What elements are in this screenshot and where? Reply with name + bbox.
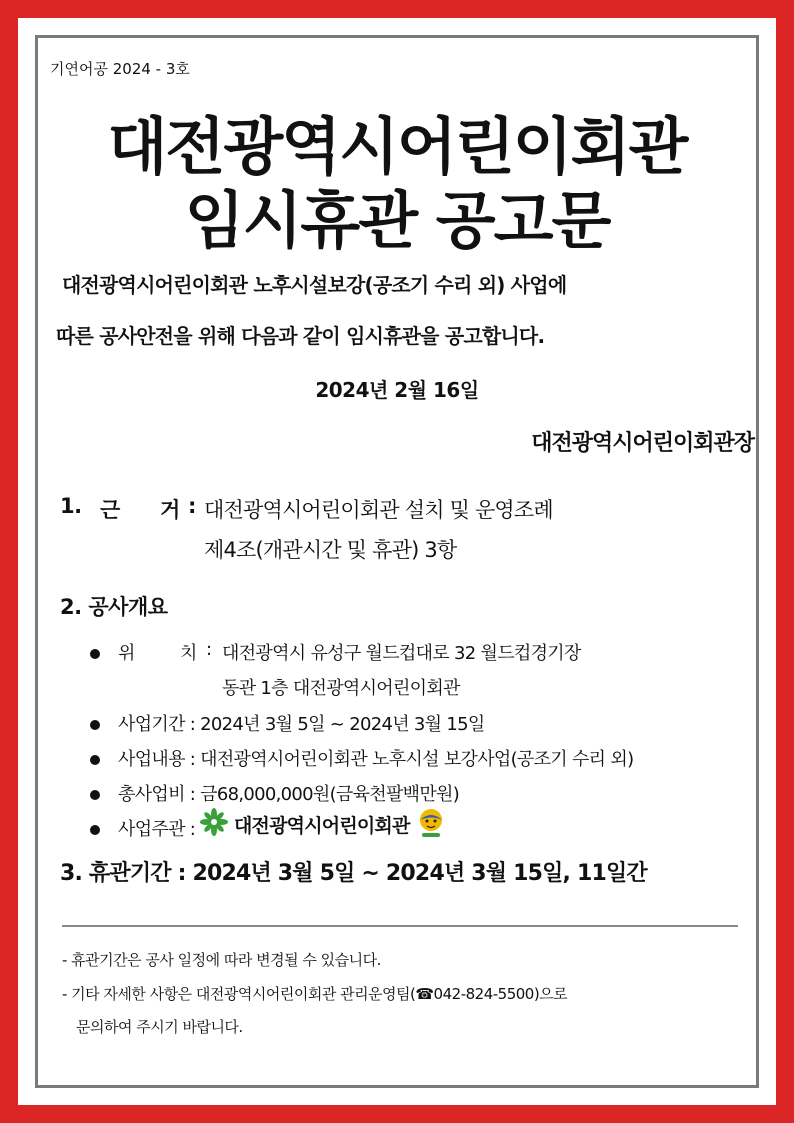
organizer-name: 대전광역시어린이회관 xyxy=(234,814,410,837)
location-colon: : xyxy=(206,639,213,660)
daejeon-city-logo-icon xyxy=(200,808,228,840)
bullet-budget xyxy=(90,790,100,800)
notice-date: 2024년 2월 16일 xyxy=(315,378,479,402)
note-line-1: - 휴관기간은 공사 일정에 따라 변경될 수 있습니다. xyxy=(62,951,381,969)
location-label-b: 치 xyxy=(180,643,198,664)
note-line-2: - 기타 자세한 사항은 대전광역시어린이회관 관리운영팀(☎042-824-5500)으로 xyxy=(62,985,568,1003)
section1-line-2: 제4조(개관시간 및 휴관) 3항 xyxy=(204,538,457,562)
title-line-2: 임시휴관 공고문 xyxy=(184,184,610,257)
organizer-logo-row xyxy=(200,806,446,842)
divider xyxy=(62,925,738,927)
section1-colon: : xyxy=(188,494,196,518)
notice-frame xyxy=(35,35,759,1088)
bullet-organizer xyxy=(90,825,100,835)
organizer-label: 사업주관 : xyxy=(118,819,196,840)
project-period: 사업기간 : 2024년 3월 5일 ~ 2024년 3월 15일 xyxy=(118,714,485,735)
section1-number: 1. xyxy=(60,494,82,518)
location-label-a: 위 xyxy=(118,643,136,664)
issuer-name: 대전광역시어린이회관장 xyxy=(531,431,754,456)
title-line-1: 대전광역시어린이회관 xyxy=(107,110,687,183)
section2-title: 2. 공사개요 xyxy=(60,595,168,619)
section3-closure-period: 3. 휴관기간 : 2024년 3월 5일 ~ 2024년 3월 15일, 11일간 xyxy=(60,861,647,886)
section1-line-1: 대전광역시어린이회관 설치 및 운영조례 xyxy=(204,498,553,522)
project-budget: 총사업비 : 금68,000,000원(금육천팔백만원) xyxy=(118,784,460,805)
intro-line-2: 따른 공사안전을 위해 다음과 같이 임시휴관을 공고합니다. xyxy=(56,324,545,348)
location-line-2: 동관 1층 대전광역시어린이회관 xyxy=(222,678,460,699)
location-line-1: 대전광역시 유성구 월드컵대로 32 월드컵경기장 xyxy=(222,643,581,664)
note-line-3: 문의하여 주시기 바랍니다. xyxy=(76,1018,243,1036)
document-number: 기연어공 2024 - 3호 xyxy=(50,60,190,78)
bullet-location xyxy=(90,649,100,659)
notice-page xyxy=(18,18,776,1105)
intro-line-1: 대전광역시어린이회관 노후시설보강(공조기 수리 외) 사업에 xyxy=(62,273,567,297)
section1-label-b: 거 xyxy=(160,498,180,522)
bullet-period xyxy=(90,720,100,730)
mascot-icon xyxy=(416,806,446,842)
section1-label-a: 근 xyxy=(100,498,120,522)
project-content: 사업내용 : 대전광역시어린이회관 노후시설 보강사업(공조기 수리 외) xyxy=(118,749,634,770)
bullet-content xyxy=(90,755,100,765)
